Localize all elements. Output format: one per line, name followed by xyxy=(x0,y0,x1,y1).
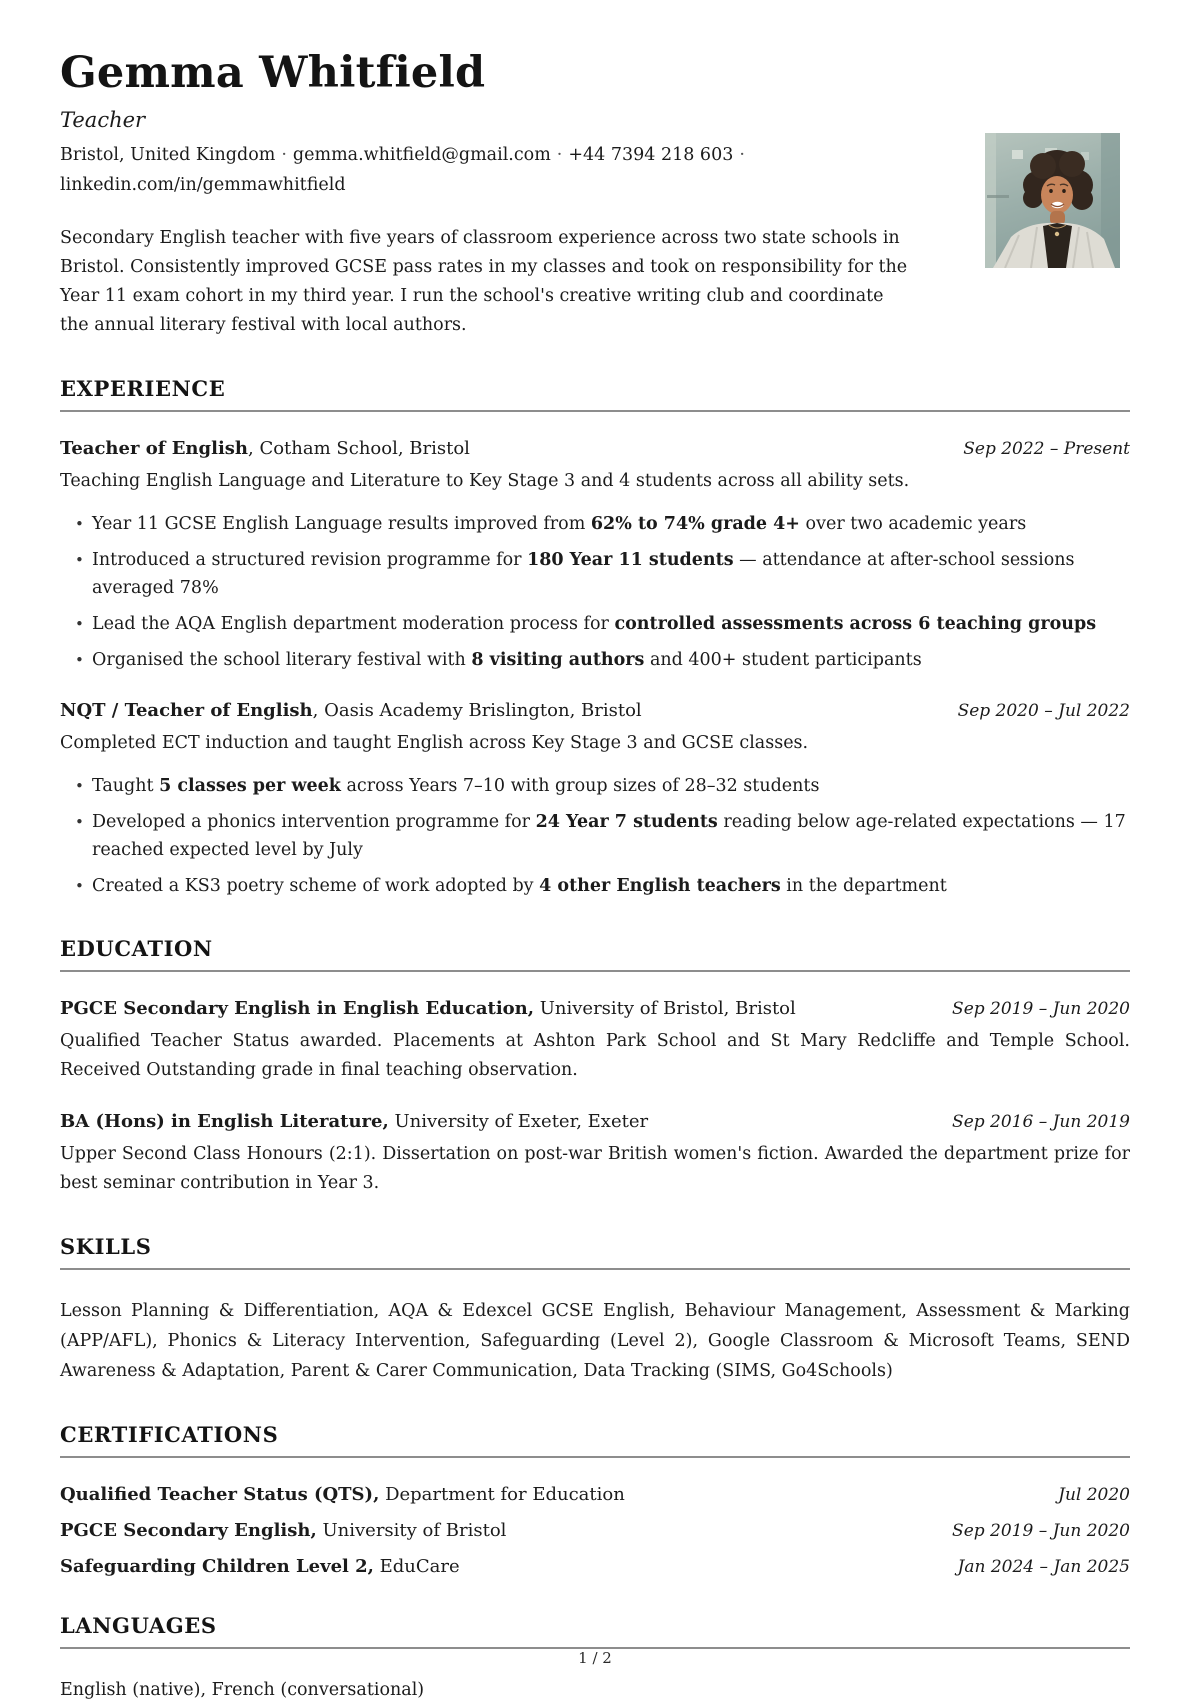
section-skills xyxy=(60,1234,1130,1386)
entry-header-row xyxy=(60,998,1130,1019)
education-degree: PGCE Secondary English in English Education, xyxy=(60,998,535,1020)
bullet-text: Developed a phonics intervention programme for xyxy=(92,812,536,833)
contact-separator: · xyxy=(556,145,563,166)
job-bullet xyxy=(75,808,1130,864)
section-heading-certifications: CERTIFICATIONS xyxy=(60,1422,279,1448)
bullet-text: reading below age-related expectations — 17 reached expected level by July xyxy=(92,812,1126,861)
contact-linkedin: linkedin.com/in/gemmawhitfield xyxy=(60,175,346,196)
job-role: Teacher of English xyxy=(60,438,248,460)
education-institution: University of Exeter, Exeter xyxy=(388,1111,649,1133)
job-bullet xyxy=(75,510,1130,538)
contact-phone: +44 7394 218 603 xyxy=(568,145,734,166)
skills-text: Lesson Planning & Differentiation, AQA & Edexcel GCSE English, Behaviour Management, Assessment & Marking (APP/AFL), Phonics & Literacy Intervention, Safeguarding (Level 2), Google Classroom & Microsoft Teams, SEND Awareness & Adaptation, Parent & Carer Communication, Data Tracking (SIMS, Go4Schools) xyxy=(60,1301,1130,1382)
section-divider xyxy=(60,1268,1130,1270)
certification-name: PGCE Secondary English, xyxy=(60,1520,317,1542)
bullet-text: in the department xyxy=(780,876,947,897)
section-education xyxy=(60,936,1130,1198)
experience-entry xyxy=(60,438,1130,674)
person-job-title: Teacher xyxy=(60,108,146,133)
bullet-highlight: 62% to 74% grade 4+ xyxy=(590,514,800,535)
section-divider xyxy=(60,1456,1130,1458)
bullet-text: and 400+ student participants xyxy=(644,650,922,671)
entry-header-row xyxy=(60,438,1130,459)
entry-title xyxy=(60,438,470,459)
job-summary: Completed ECT induction and taught English across Key Stage 3 and GCSE classes. xyxy=(60,733,809,754)
entry-title xyxy=(60,1111,648,1132)
contact-location: Bristol, United Kingdom xyxy=(60,145,276,166)
section-divider xyxy=(60,970,1130,972)
bullet-highlight: 24 Year 7 students xyxy=(535,812,718,833)
section-heading-languages: LANGUAGES xyxy=(60,1613,217,1639)
job-bullet xyxy=(75,610,1130,638)
contact-separator: · xyxy=(281,145,287,166)
education-institution: University of Bristol, Bristol xyxy=(534,998,796,1020)
bullet-text: Year 11 GCSE English Language results improved from xyxy=(92,514,591,535)
entry-title xyxy=(60,1556,460,1577)
bullet-text: Lead the AQA English department moderation process for xyxy=(92,614,615,635)
entry-title xyxy=(60,1520,506,1541)
job-bullet xyxy=(75,646,1130,674)
experience-entry xyxy=(60,700,1130,900)
profile-photo xyxy=(985,133,1120,268)
contact-info xyxy=(60,140,760,200)
job-role: NQT / Teacher of English xyxy=(60,700,313,722)
education-degree: BA (Hons) in English Literature, xyxy=(60,1111,389,1133)
section-heading-skills: SKILLS xyxy=(60,1234,152,1260)
certification-issuer: EduCare xyxy=(373,1556,460,1578)
job-bullet xyxy=(75,546,1130,602)
education-dates: Sep 2019 – Jun 2020 xyxy=(952,999,1130,1020)
languages-text: English (native), French (conversational) xyxy=(60,1680,425,1701)
section-divider xyxy=(60,410,1130,412)
job-bullet xyxy=(75,772,1130,800)
entry-title xyxy=(60,1484,625,1505)
entry-title xyxy=(60,998,796,1019)
job-dates: Sep 2022 – Present xyxy=(963,439,1130,460)
job-bullet xyxy=(75,872,1130,900)
bullet-text: Introduced a structured revision programme for xyxy=(92,550,528,571)
job-summary: Teaching English Language and Literature to Key Stage 3 and 4 students across all ability sets. xyxy=(60,471,910,492)
certification-issuer: University of Bristol xyxy=(316,1520,507,1542)
education-entries xyxy=(60,998,1130,1198)
bullet-text: over two academic years xyxy=(799,514,1027,535)
job-bullet-list xyxy=(60,772,1130,900)
job-dates: Sep 2020 – Jul 2022 xyxy=(957,701,1130,722)
certification-entries xyxy=(60,1484,1130,1577)
certification-dates: Jul 2020 xyxy=(1058,1485,1130,1506)
bullet-highlight: 5 classes per week xyxy=(159,776,341,797)
certification-entry xyxy=(60,1520,1130,1541)
section-experience xyxy=(60,376,1130,900)
section-certifications xyxy=(60,1422,1130,1577)
header xyxy=(60,50,1130,340)
section-heading-experience: EXPERIENCE xyxy=(60,376,226,402)
certification-entry xyxy=(60,1484,1130,1505)
certification-name: Qualified Teacher Status (QTS), xyxy=(60,1484,380,1506)
entry-header-row xyxy=(60,700,1130,721)
contact-email: gemma.whitfield@gmail.com xyxy=(292,145,551,166)
education-entry xyxy=(60,998,1130,1085)
certification-dates: Sep 2019 – Jun 2020 xyxy=(952,1521,1130,1542)
certification-name: Safeguarding Children Level 2, xyxy=(60,1556,374,1578)
entry-title xyxy=(60,700,642,721)
bullet-text: — attendance at after-school sessions averaged 78% xyxy=(92,550,1075,599)
job-bullet-list xyxy=(60,510,1130,674)
contact-separator: · xyxy=(739,145,745,166)
certification-entry xyxy=(60,1556,1130,1577)
profile-summary: Secondary English teacher with five years of classroom experience across two state schools in Bristol. Consistently improved GCSE pass rates in my classes and took on responsibility for the Year 11 exam cohort in my third year. I run the school's creative writing club and coordinate the annual literary festival with local authors. xyxy=(60,228,908,336)
bullet-text: Taught xyxy=(92,776,160,797)
section-heading-education: EDUCATION xyxy=(60,936,213,962)
education-description: Upper Second Class Honours (2:1). Dissertation on post-war British women's fiction. Awarded the department prize for best seminar contribution in Year 3. xyxy=(60,1144,1130,1194)
bullet-highlight: 180 Year 11 students xyxy=(527,550,734,571)
bullet-text: Organised the school literary festival with xyxy=(92,650,472,671)
job-organisation: , Cotham School, Bristol xyxy=(248,438,470,460)
certification-dates: Jan 2024 – Jan 2025 xyxy=(957,1557,1130,1578)
education-description: Qualified Teacher Status awarded. Placements at Ashton Park School and St Mary Redcliffe and Temple School. Received Outstanding grade in final teaching observation. xyxy=(60,1031,1130,1081)
experience-entries xyxy=(60,438,1130,900)
certification-issuer: Department for Education xyxy=(379,1484,625,1506)
bullet-highlight: 4 other English teachers xyxy=(539,876,781,897)
page-number: 1 / 2 xyxy=(578,1649,612,1667)
bullet-highlight: controlled assessments across 6 teaching groups xyxy=(614,614,1097,635)
job-organisation: , Oasis Academy Brislington, Bristol xyxy=(312,700,642,722)
person-name: Gemma Whitfield xyxy=(60,48,486,98)
bullet-highlight: 8 visiting authors xyxy=(471,650,645,671)
bullet-text: across Years 7–10 with group sizes of 28–32 students xyxy=(340,776,820,797)
education-entry xyxy=(60,1111,1130,1198)
education-dates: Sep 2016 – Jun 2019 xyxy=(952,1112,1130,1133)
entry-header-row xyxy=(60,1111,1130,1132)
bullet-text: Created a KS3 poetry scheme of work adopted by xyxy=(92,876,540,897)
